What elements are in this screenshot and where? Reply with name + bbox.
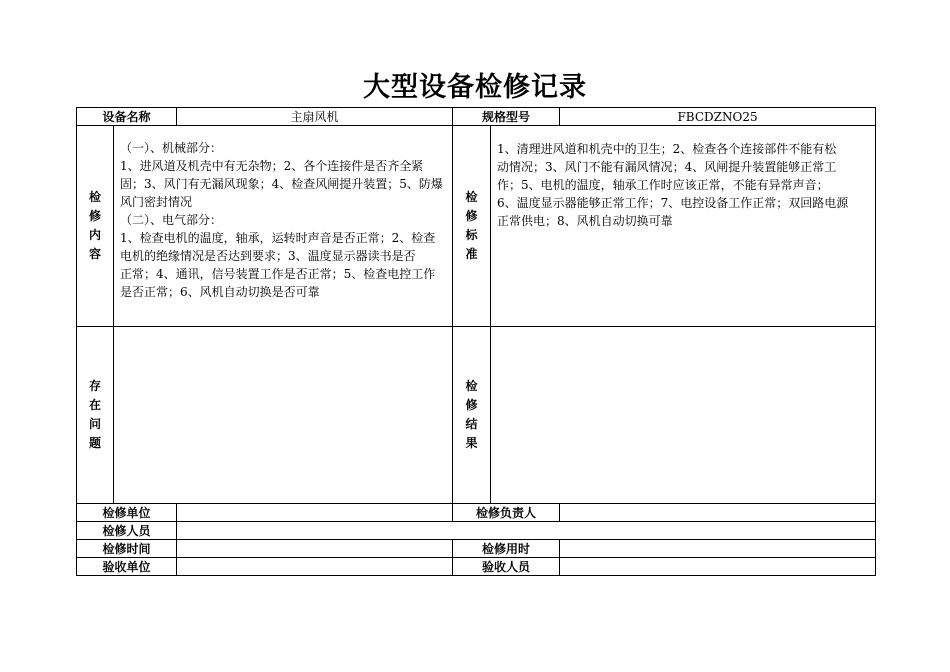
inspection-content-text: （一）、机械部分： 1、进风道及机壳中有无杂物；2、各个连接件是否齐全紧 固；3、风门有无漏风现象；4、检查风闸提升装置；5、防爆 风门密封情况 （二）、电气部分： 1、检查电机的温度，轴承，运转时声音是否正常；2、检查 电机的绝缘情况是否达到要求；3、温度显示器读书是否 正常；4、通讯，信号装置工作是否正常；5、检查电控工作 是否正常；6、风机自动切换是否可靠 xyxy=(114,126,453,327)
staff-row xyxy=(77,522,876,540)
maintenance-staff-label: 检修人员 xyxy=(77,522,177,540)
acceptance-row xyxy=(77,558,876,576)
equipment-name-label: 设备名称 xyxy=(77,108,177,126)
maintenance-duration-label: 检修用时 xyxy=(453,540,560,558)
model-value: FBCDZNO25 xyxy=(560,108,876,126)
problems-field[interactable] xyxy=(114,327,453,504)
acceptance-unit-label: 验收单位 xyxy=(77,558,177,576)
maintenance-leader-label: 检修负责人 xyxy=(453,504,560,522)
inspection-standard-label: 检 修 标 准 xyxy=(453,126,491,327)
maintenance-leader-field[interactable] xyxy=(560,504,876,522)
maintenance-time-field[interactable] xyxy=(177,540,453,558)
problems-label: 存 在 问 题 xyxy=(77,327,114,504)
equipment-row xyxy=(77,108,876,126)
inspection-content-label: 检 修 内 容 xyxy=(77,126,114,327)
result-field[interactable] xyxy=(491,327,876,504)
maintenance-duration-field[interactable] xyxy=(560,540,876,558)
maintenance-staff-field[interactable] xyxy=(177,522,876,540)
maintenance-record-table xyxy=(76,107,876,576)
time-row xyxy=(77,540,876,558)
acceptance-person-field[interactable] xyxy=(560,558,876,576)
acceptance-person-label: 验收人员 xyxy=(453,558,560,576)
problems-result-row xyxy=(77,327,876,504)
equipment-name-value: 主扇风机 xyxy=(177,108,453,126)
document-title: 大型设备检修记录 xyxy=(363,72,587,103)
acceptance-unit-field[interactable] xyxy=(177,558,453,576)
maintenance-unit-label: 检修单位 xyxy=(77,504,177,522)
inspection-standard-text: 1、清理进风道和机壳中的卫生；2、检查各个连接部件不能有松 动情况；3、风门不能有漏风情况；4、风闸提升装置能够正常工 作；5、电机的温度，轴承工作时应该正常，不能有异常声音； 6、温度显示器能够正常工作；7、电控设备工作正常；双回路电源 正常供电；8、风机自动切换可靠 xyxy=(491,126,876,327)
inspection-row xyxy=(77,126,876,327)
maintenance-time-label: 检修时间 xyxy=(77,540,177,558)
result-label: 检 修 结 果 xyxy=(453,327,491,504)
maintenance-unit-field[interactable] xyxy=(177,504,453,522)
unit-row xyxy=(77,504,876,522)
model-label: 规格型号 xyxy=(453,108,560,126)
